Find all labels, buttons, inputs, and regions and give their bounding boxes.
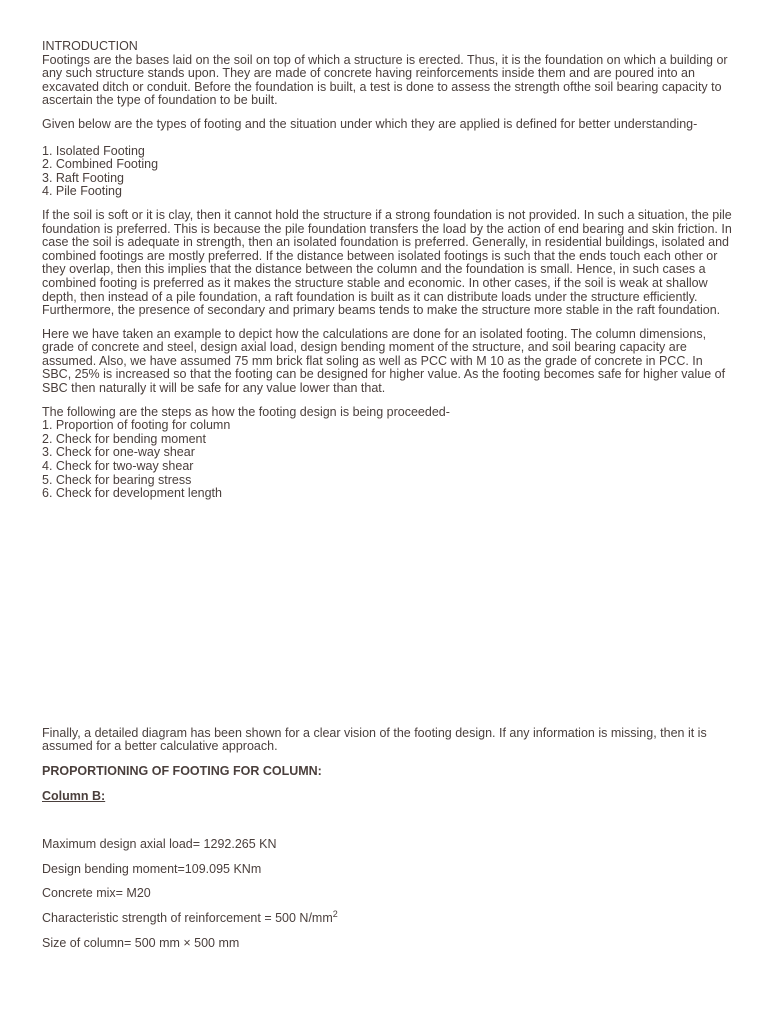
list-item: 1. Proportion of footing for column — [42, 418, 231, 433]
reinforcement-strength-text: Characteristic strength of reinforcement = 500 N/mm — [42, 910, 333, 925]
concrete-mix-line: Concrete mix= M20 — [42, 886, 151, 901]
section-heading: PROPORTIONING OF FOOTING FOR COLUMN: — [42, 764, 322, 778]
list-item: 3. Raft Footing — [42, 170, 124, 185]
intro-paragraph: Footings are the bases laid on the soil on top of which a structure is erected. Thus, it is the foundation on which a building or any such structure stands upon. They are made of concrete having reinforcements inside them and are poured into an excavated ditch or conduit. Before the foundation is built, a test is done to assess the strength ofthe soil bearing capacity to ascertain the type of foundation to be built. — [42, 52, 728, 108]
list-item: 5. Check for bearing stress — [42, 472, 192, 487]
list-item: 2. Check for bending moment — [42, 431, 206, 446]
column-size-line: Size of column= 500 mm × 500 mm — [42, 935, 240, 950]
list-item: 2. Combined Footing — [42, 157, 159, 172]
footing-types-list — [42, 145, 732, 199]
axial-load-line: Maximum design axial load= 1292.265 KN — [42, 837, 277, 852]
column-subheading: Column B: — [42, 788, 106, 803]
steps-intro: The following are the steps as how the footing design is being proceeded- — [42, 404, 450, 419]
document-body — [42, 40, 732, 950]
types-intro-paragraph: Given below are the types of footing and the situation under which they are applied is defined for better understanding- — [42, 116, 698, 131]
soil-paragraph: If the soil is soft or it is clay, then it cannot hold the structure if a strong foundation is not provided. In such a situation, the pile foundation is preferred. This is because the pile foundation transfers the load by the action of end bearing and skin friction. In case the soil is adequate in strength, then an isolated foundation is preferred. Generally, in residential buildings, isolated and combined footings are mostly preferred. If the distance between isolated footings is such that the ends touch each other or they overlap, then this implies that the distance between the column and the foundation is small. Hence, in such cases a combined footing is preferred as it makes the structure stable and economic. In other cases, if the soil is weak at shallow depth, then instead of a pile foundation, a raft foundation is built as it can distribute loads under the structure efficiently. Furthermore, the presence of secondary and primary beams tends to make the structure more stable in the raft foundation. — [42, 207, 732, 318]
superscript: 2 — [332, 908, 338, 919]
list-item: 4. Pile Footing — [42, 184, 122, 199]
bending-moment-line: Design bending moment=109.095 KNm — [42, 861, 262, 876]
design-steps-list — [42, 419, 732, 501]
reinforcement-strength-line — [42, 908, 732, 926]
list-item: 6. Check for development length — [42, 486, 222, 501]
list-item: 4. Check for two-way shear — [42, 459, 194, 474]
intro-heading: INTRODUCTION — [42, 39, 138, 53]
blank-space — [42, 501, 732, 727]
list-item: 3. Check for one-way shear — [42, 445, 195, 460]
final-paragraph: Finally, a detailed diagram has been shown for a clear vision of the footing design. If any information is missing, then it is assumed for a better calculative approach. — [42, 725, 707, 754]
list-item: 1. Isolated Footing — [42, 143, 145, 158]
example-paragraph: Here we have taken an example to depict how the calculations are done for an isolated footing. The column dimensions, grade of concrete and steel, design axial load, design bending moment of the structure, and soil bearing capacity are assumed. Also, we have assumed 75 mm brick flat soling as well as PCC with M 10 as the grade of concrete in PCC. In SBC, 25% is increased so that the footing can be designed for higher value. As the footing becomes safe for higher value of SBC then naturally it will be safe for any value lower than that. — [42, 326, 726, 396]
